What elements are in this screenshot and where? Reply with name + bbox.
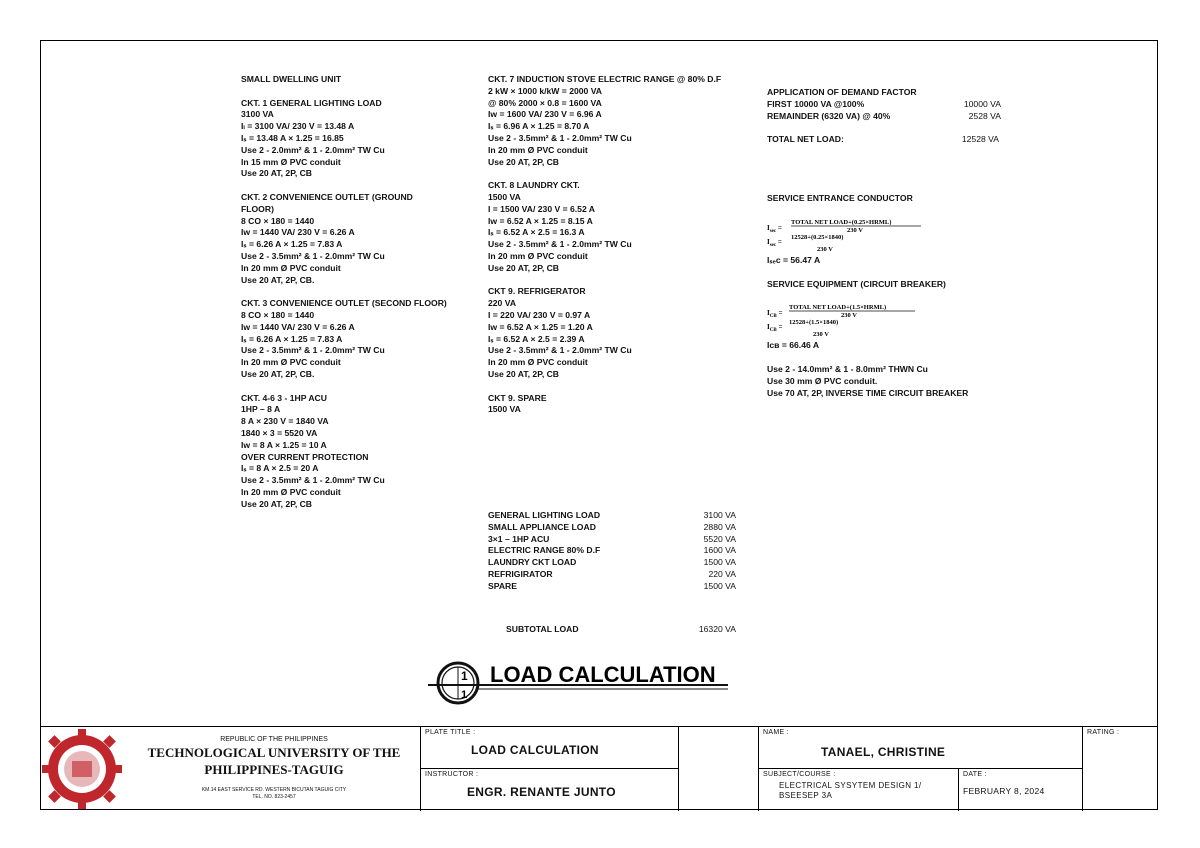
- subtotal-row: [506, 624, 736, 636]
- sec-f1-den: 230 V: [847, 226, 863, 234]
- title-text: LOAD CALCULATION: [490, 662, 716, 687]
- ckt4-line: 8 A × 230 V = 1840 VA: [241, 416, 329, 427]
- title-block: [40, 726, 1158, 811]
- ckt3-line: 8 CO × 180 = 1440: [241, 309, 315, 320]
- total-net-load-label: TOTAL NET LOAD:: [767, 134, 844, 145]
- university-cell: [124, 727, 424, 811]
- summary-row: [488, 534, 736, 546]
- detail-number: 1: [461, 669, 468, 683]
- rating-cell: [1082, 727, 1158, 811]
- ckt1-line: 3100 VA: [241, 109, 274, 120]
- ckt2-line: In 20 mm Ø PVC conduit: [241, 262, 341, 273]
- spare-line: 1500 VA: [488, 404, 521, 415]
- sec-formula: [767, 215, 967, 255]
- ckt1-line: Use 20 AT, 2P, CB: [241, 168, 313, 179]
- summary-label: LAUNDRY CKT LOAD: [488, 557, 577, 568]
- ckt7-line: CKT. 7 INDUCTION STOVE ELECTRIC RANGE @ 80% D.F: [488, 74, 722, 84]
- plate-title-cell: [420, 727, 678, 769]
- sec-heading: SERVICE ENTRANCE CONDUCTOR: [767, 193, 913, 204]
- ckt2-line: Use 2 - 3.5mm² & 1 - 2.0mm² TW Cu: [241, 250, 385, 261]
- subject-value: ELECTRICAL SYSYTEM DESIGN 1/: [779, 781, 922, 790]
- ckt4-line: OVER CURRENT PROTECTION: [241, 451, 369, 462]
- sec-f1-num: TOTAL NET LOAD+(0.25×HRML): [791, 218, 892, 226]
- blank-cell: [678, 727, 758, 811]
- seq-f1-den: 230 V: [841, 312, 857, 320]
- ckt8-line: I = 1500 VA/ 230 V = 6.52 A: [488, 203, 596, 214]
- ckt9-line: In 20 mm Ø PVC conduit: [488, 357, 588, 368]
- ckt9-line: CKT 9. REFRIGERATOR: [488, 286, 586, 297]
- summary-row: [488, 581, 736, 593]
- ckt3-line: In 20 mm Ø PVC conduit: [241, 357, 341, 368]
- name-label: NAME :: [763, 729, 789, 736]
- ckt3-line: Iᴡ = 1440 VA/ 230 V = 6.26 A: [241, 321, 355, 332]
- sheet-number: 1: [461, 689, 468, 701]
- summary-value: 5520 VA: [703, 533, 736, 544]
- student-name: TANAEL, CHRISTINE: [821, 745, 946, 759]
- summary-row: [488, 569, 736, 581]
- summary-value: 220 VA: [708, 568, 736, 579]
- summary-row: [488, 545, 736, 557]
- ckt8-line: Iₛ = 6.52 A × 2.5 = 16.3 A: [488, 227, 585, 238]
- sec-f2-den: 230 V: [817, 245, 833, 253]
- seq-f2-den: 230 V: [813, 331, 829, 339]
- ckt7-line: In 20 mm Ø PVC conduit: [488, 144, 588, 155]
- ckt4-line: CKT. 4-6 3 - 1HP ACU: [241, 392, 327, 403]
- ckt2-line: Iᴡ = 1440 VA/ 230 V = 6.26 A: [241, 227, 355, 238]
- ckt8-line: In 20 mm Ø PVC conduit: [488, 250, 588, 261]
- ckt3-block: [241, 298, 476, 381]
- summary-row: [488, 522, 736, 534]
- university-name-2: PHILIPPINES-TAGUIG: [204, 762, 344, 777]
- demand-row: [767, 111, 1001, 123]
- ckt9-line: Iₛ = 6.52 A × 2.5 = 2.39 A: [488, 333, 585, 344]
- demand-label: REMAINDER (6320 VA) @ 40%: [767, 110, 891, 121]
- university-address: KM.14 EAST SERVICE RD. WESTERN BICUTAN TAGUIG CITY: [201, 787, 347, 793]
- date-value: FEBRUARY 8, 2024: [963, 786, 1045, 796]
- detail-marker: [428, 652, 748, 712]
- instructor-cell: [420, 769, 678, 811]
- summary-value: 1500 VA: [703, 580, 736, 591]
- university-seal: [40, 727, 124, 811]
- column-circuits-7-9: [488, 74, 750, 416]
- subtotal-value: 16320 VA: [698, 624, 736, 634]
- seq-result: Iᴄʙ = 66.46 A: [767, 340, 820, 351]
- ckt1-line: CKT. 1 GENERAL LIGHTING LOAD: [241, 97, 382, 108]
- load-summary: [488, 510, 736, 634]
- summary-label: SMALL APPLIANCE LOAD: [488, 521, 596, 532]
- ckt9-line: Use 2 - 3.5mm² & 1 - 2.0mm² TW Cu: [488, 345, 632, 356]
- ckt7-block: [488, 74, 738, 168]
- ckt9-line: Iᴡ = 6.52 A × 1.25 = 1.20 A: [488, 321, 593, 332]
- spare-block: [488, 393, 750, 417]
- ckt4-line: Use 2 - 3.5mm² & 1 - 2.0mm² TW Cu: [241, 475, 385, 486]
- seq-f1-num: TOTAL NET LOAD+(1.5×HRML): [789, 304, 887, 312]
- use-line: Use 2 - 14.0mm² & 1 - 8.0mm² THWN Cu: [767, 363, 928, 374]
- ckt2-line: 8 CO × 180 = 1440: [241, 215, 315, 226]
- summary-label: GENERAL LIGHTING LOAD: [488, 510, 601, 520]
- summary-label: SPARE: [488, 580, 517, 591]
- sec-symbol: $I_{sec}$ =: [767, 223, 782, 234]
- demand-value: 10000 VA: [963, 98, 1001, 109]
- ckt8-line: 1500 VA: [488, 191, 521, 202]
- ckt4-line: Iₛ = 8 A × 2.5 = 20 A: [241, 463, 319, 474]
- subject-cell: [758, 769, 958, 811]
- use-line: Use 30 mm Ø PVC conduit.: [767, 375, 878, 386]
- ckt2-line: CKT. 2 CONVENIENCE OUTLET (GROUND FLOOR): [241, 191, 413, 214]
- ckt1-line: Iₛ = 13.48 A × 1.25 = 16.85: [241, 132, 344, 143]
- ckt9-line: Use 20 AT, 2P, CB: [488, 368, 560, 379]
- ckt1-line: Use 2 - 2.0mm² & 1 - 2.0mm² TW Cu: [241, 144, 385, 155]
- drawing-title: [428, 652, 748, 712]
- ckt1-line: Iₗ = 3100 VA/ 230 V = 13.48 A: [241, 121, 355, 132]
- spare-line: CKT 9. SPARE: [488, 392, 547, 403]
- sec-symbol: $I_{sec}$ =: [767, 237, 782, 248]
- ckt1-line: In 15 mm Ø PVC conduit: [241, 156, 341, 167]
- seq-symbol: $I_{CB}$ =: [767, 309, 783, 320]
- ckt4-line: Iᴡ = 8 A × 1.25 = 10 A: [241, 439, 327, 450]
- ckt7-line: @ 80% 2000 × 0.8 = 1600 VA: [488, 97, 602, 108]
- ckt7-line: Use 2 - 3.5mm² & 1 - 2.0mm² TW Cu: [488, 132, 632, 143]
- subtotal-label: SUBTOTAL LOAD: [506, 624, 579, 634]
- university-name: TECHNOLOGICAL UNIVERSITY OF THE: [147, 745, 401, 760]
- republic-text: REPUBLIC OF THE PHILIPPINES: [220, 736, 328, 743]
- ckt9-line: 220 VA: [488, 298, 517, 309]
- ckt2-block: [241, 192, 441, 286]
- ckt9-block: [488, 286, 750, 380]
- date-cell: [958, 769, 1082, 811]
- demand-value: 2528 VA: [968, 110, 1001, 121]
- plate-title: LOAD CALCULATION: [471, 743, 599, 757]
- section-heading: SMALL DWELLING UNIT: [241, 74, 342, 84]
- ckt8-line: CKT. 8 LAUNDRY CKT.: [488, 180, 580, 191]
- summary-row: [488, 510, 736, 522]
- summary-label: ELECTRIC RANGE 80% D.F: [488, 545, 601, 556]
- instructor-name: ENGR. RENANTE JUNTO: [467, 785, 616, 799]
- ckt4-line: In 20 mm Ø PVC conduit: [241, 486, 341, 497]
- ckt8-line: Iᴡ = 6.52 A × 1.25 = 8.15 A: [488, 215, 593, 226]
- seq-formula: [767, 300, 967, 340]
- total-net-load-row: [767, 134, 999, 146]
- summary-label: 3×1 – 1HP ACU: [488, 533, 550, 544]
- sec-f2-num: 12528+(0.25×1840): [791, 233, 844, 241]
- summary-value: 2880 VA: [703, 521, 736, 532]
- ckt2-line: Use 20 AT, 2P, CB.: [241, 274, 315, 285]
- ckt9-line: I = 220 VA/ 230 V = 0.97 A: [488, 309, 591, 320]
- summary-row: [488, 557, 736, 569]
- ckt3-line: Use 2 - 3.5mm² & 1 - 2.0mm² TW Cu: [241, 345, 385, 356]
- use-line: Use 70 AT, 2P, INVERSE TIME CIRCUIT BREAKER: [767, 387, 969, 398]
- demand-heading: APPLICATION OF DEMAND FACTOR: [767, 87, 917, 97]
- demand-row: [767, 99, 1001, 111]
- ckt3-line: Iₛ = 6.26 A × 1.25 = 7.83 A: [241, 333, 343, 344]
- summary-value: 1600 VA: [703, 545, 736, 556]
- ckt8-block: [488, 180, 750, 274]
- date-label: DATE :: [963, 771, 987, 778]
- column-demand-service: [767, 87, 1007, 399]
- column-small-dwelling: [241, 74, 476, 510]
- subject-value-2: BSEESEP 3A: [779, 791, 833, 800]
- seq-heading: SERVICE EQUIPMENT (CIRCUIT BREAKER): [767, 278, 946, 289]
- ckt8-line: Use 20 AT, 2P, CB: [488, 262, 560, 273]
- university-tel: TEL. NO. 823-2457: [252, 794, 296, 800]
- summary-value: 1500 VA: [703, 557, 736, 568]
- subject-label: SUBJECT/COURSE :: [763, 771, 836, 778]
- name-cell: [758, 727, 1082, 769]
- total-net-load-value: 12528 VA: [961, 134, 999, 145]
- ckt7-line: Iᴡ = 1600 VA/ 230 V = 6.96 A: [488, 109, 602, 120]
- ckt4-line: 1HP – 8 A: [241, 404, 281, 415]
- ckt2-line: Iₛ = 6.26 A × 1.25 = 7.83 A: [241, 239, 343, 250]
- instructor-label: INSTRUCTOR :: [425, 771, 479, 778]
- ckt4-line: 1840 × 3 = 5520 VA: [241, 427, 318, 438]
- ckt7-line: 2 kW × 1000 k/kW = 2000 VA: [488, 85, 603, 96]
- ckt8-line: Use 2 - 3.5mm² & 1 - 2.0mm² TW Cu: [488, 239, 632, 250]
- sec-result: Iₛₑᴄ = 56.47 A: [767, 254, 821, 265]
- demand-label: FIRST 10000 VA @100%: [767, 98, 865, 109]
- ckt3-line: Use 20 AT, 2P, CB.: [241, 368, 315, 379]
- summary-value: 3100 VA: [703, 510, 736, 520]
- ckt4-block: [241, 393, 476, 511]
- plate-title-label: PLATE TITLE :: [425, 729, 476, 736]
- seq-symbol: $I_{CB}$ =: [767, 323, 783, 334]
- rating-label: RATING :: [1087, 729, 1120, 736]
- ckt7-line: Use 20 AT, 2P, CB: [488, 156, 560, 167]
- ckt1-block: [241, 98, 476, 181]
- ckt7-line: Iₛ = 6.96 A × 1.25 = 8.70 A: [488, 121, 590, 132]
- ckt4-line: Use 20 AT, 2P, CB: [241, 498, 313, 509]
- seq-f2-num: 12528+(1.5×1840): [789, 319, 839, 327]
- ckt3-line: CKT. 3 CONVENIENCE OUTLET (SECOND FLOOR): [241, 298, 447, 309]
- summary-label: REFRIGIRATOR: [488, 568, 553, 579]
